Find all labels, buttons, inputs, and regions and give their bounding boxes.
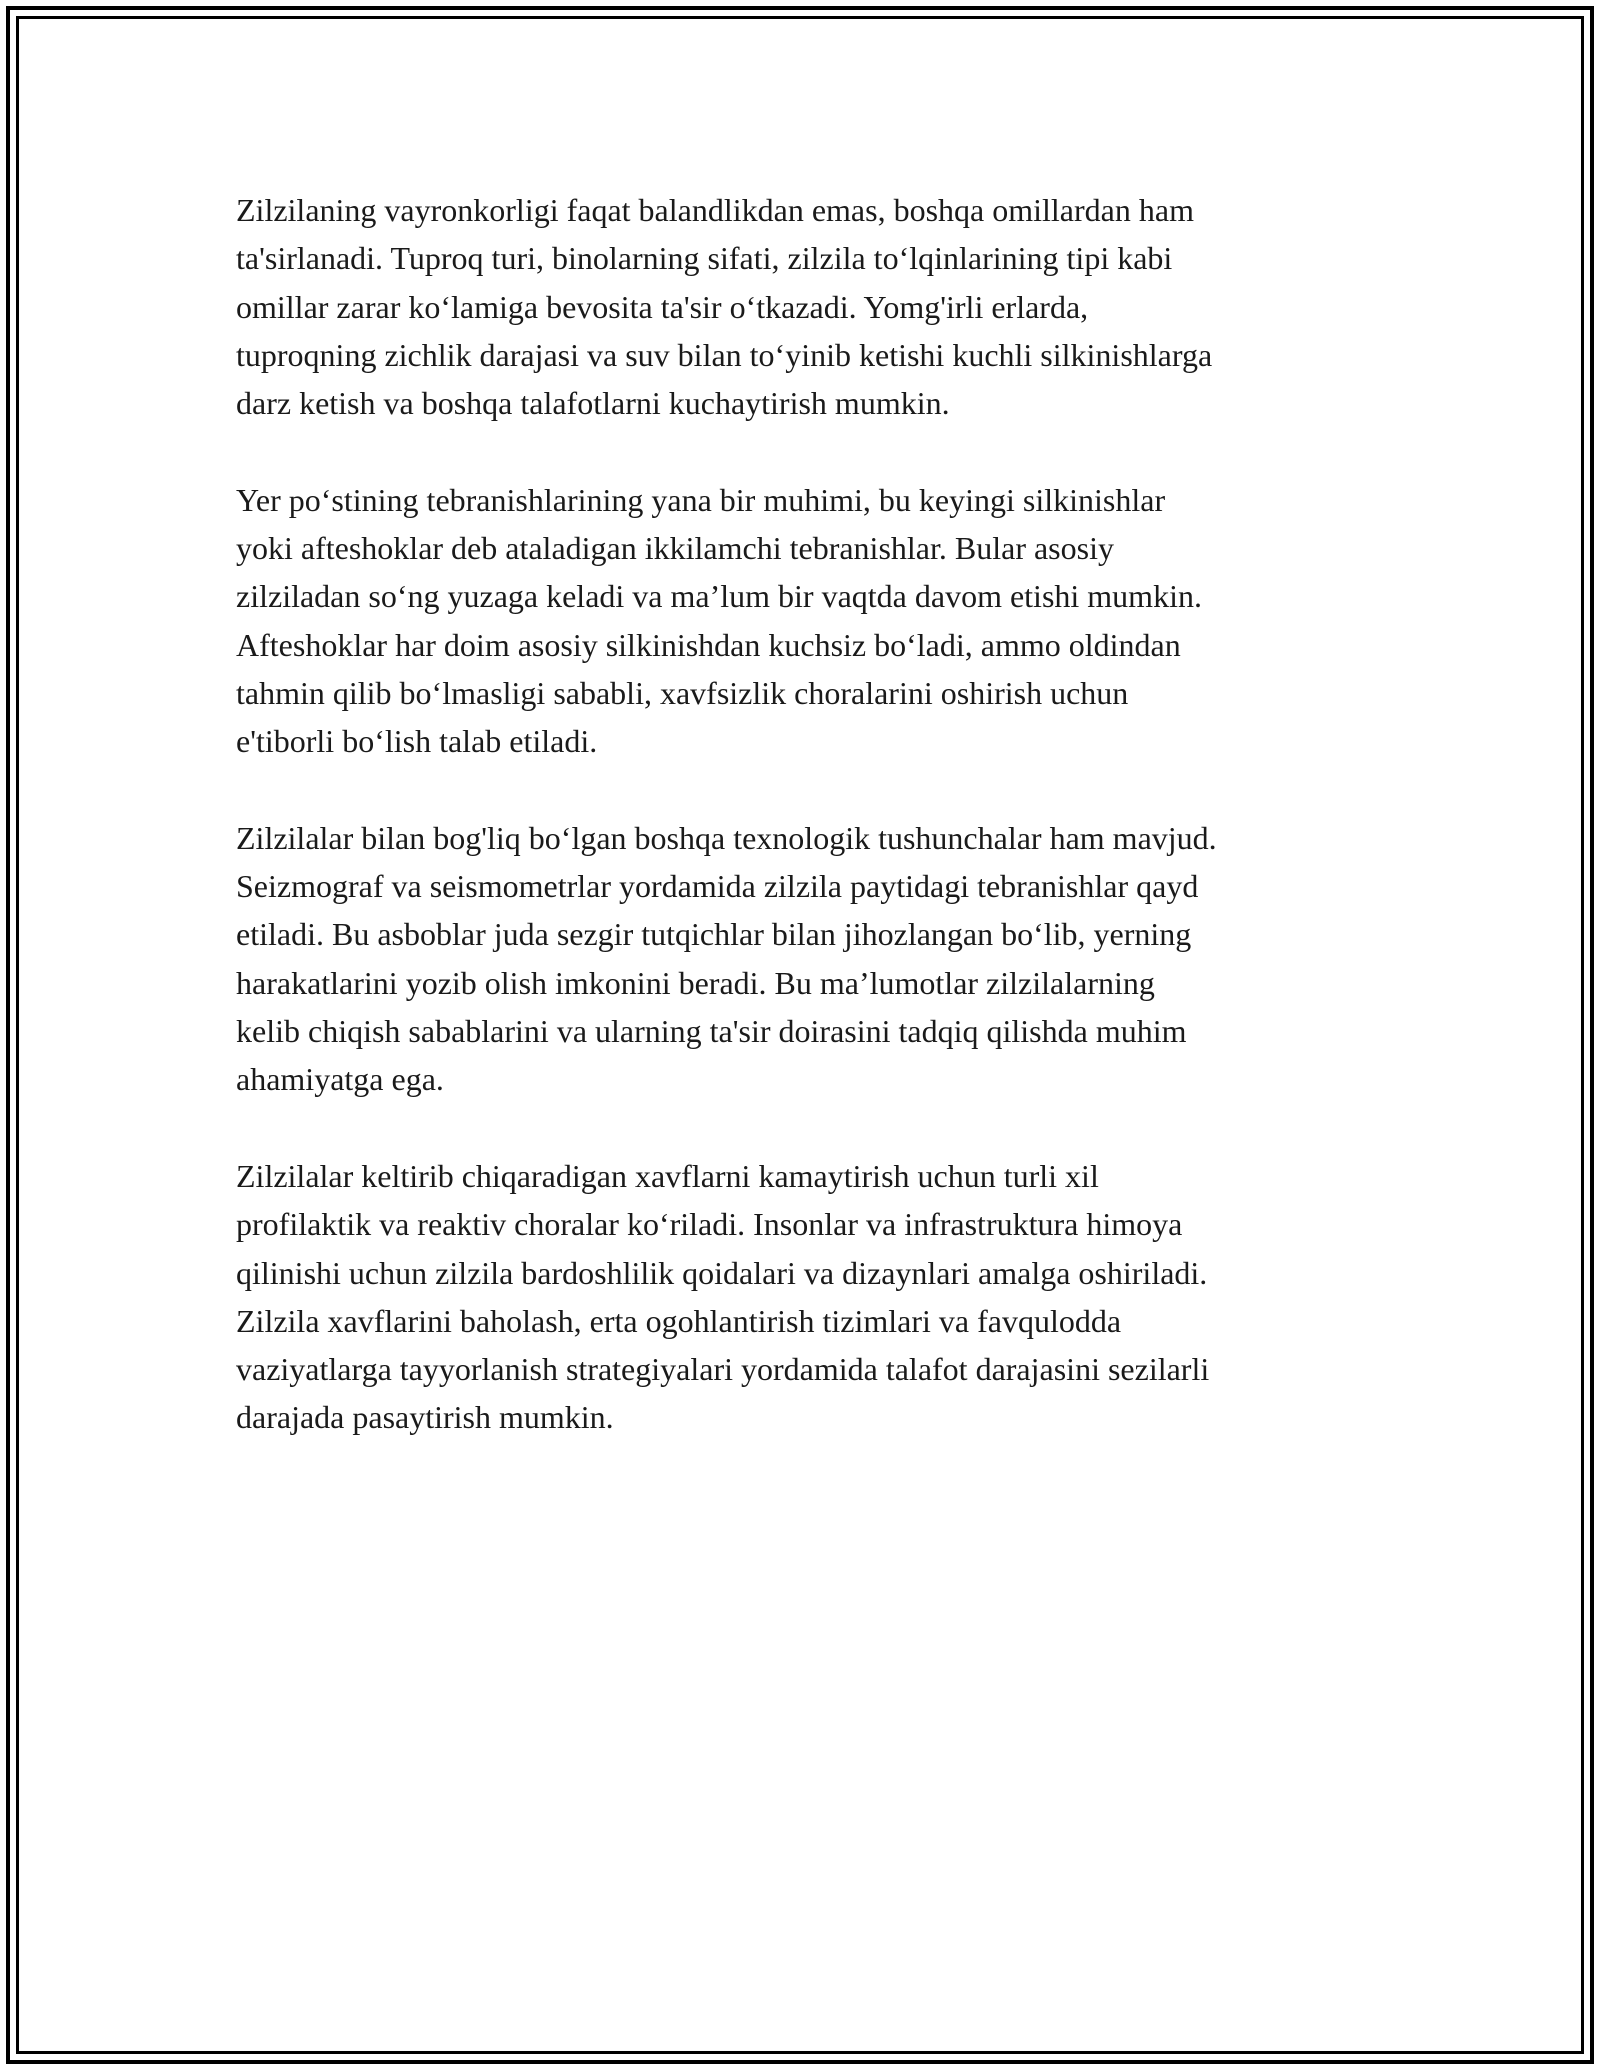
text-line: qilinishi uchun zilzila bardoshlilik qoidalari va dizaynlari amalga oshiriladi. <box>236 1254 1208 1291</box>
paragraph-3 <box>236 814 1376 1104</box>
text-line: kelib chiqish sabablarini va ularning ta'sir doirasini tadqiq qilishda muhim <box>236 1013 1187 1050</box>
paragraph-1 <box>236 186 1376 427</box>
text-line: Zilzilaning vayronkorligi faqat balandlikdan emas, boshqa omillardan ham <box>236 192 1194 228</box>
text-line: zilziladan so‘ng yuzaga keladi va ma’lum bir vaqtda davom etishi mumkin. <box>236 578 1202 615</box>
paragraph-2 <box>236 476 1376 766</box>
text-line: Seizmograf va seismometrlar yordamida zilzila paytidagi tebranishlar qayd <box>236 868 1199 905</box>
document-body <box>236 186 1376 1490</box>
text-line: Yer po‘stining tebranishlarining yana bir muhimi, bu keyingi silkinishlar <box>236 481 1166 518</box>
text-line: profilaktik va reaktiv choralar ko‘riladi. Insonlar va infrastruktura himoya <box>236 1206 1183 1243</box>
text-line: vaziyatlarga tayyorlanish strategiyalari yordamida talafot darajasini sezilarli <box>236 1351 1210 1388</box>
text-line: Zilzila xavflarini baholash, erta ogohlantirish tizimlari va favqulodda <box>236 1302 1122 1339</box>
text-line: darajada pasaytirish mumkin. <box>236 1399 614 1436</box>
text-line: darz ketish va boshqa talafotlarni kuchaytirish mumkin. <box>236 385 950 422</box>
text-line: Zilzilalar keltirib chiqaradigan xavflarni kamaytirish uchun turli xil <box>236 1157 1099 1194</box>
text-line: harakatlarini yozib olish imkonini beradi. Bu ma’lumotlar zilzilalarning <box>236 964 1155 1001</box>
text-line: Afteshoklar har doim asosiy silkinishdan kuchsiz bo‘ladi, ammo oldindan <box>236 626 1181 663</box>
text-line: ahamiyatga ega. <box>236 1061 444 1098</box>
paragraph-4 <box>236 1152 1376 1442</box>
text-line: yoki afteshoklar deb ataladigan ikkilamchi tebranishlar. Bular asosiy <box>236 530 1114 567</box>
text-line: tahmin qilib bo‘lmasligi sababli, xavfsizlik choralarini oshirish uchun <box>236 674 1129 711</box>
text-line: ta'sirlanadi. Tuproq turi, binolarning sifati, zilzila to‘lqinlarining tipi kabi <box>236 240 1173 277</box>
text-line: tuproqning zichlik darajasi va suv bilan to‘yinib ketishi kuchli silkinishlarga <box>236 336 1213 373</box>
text-line: Zilzilalar bilan bog'liq bo‘lgan boshqa texnologik tushunchalar ham mavjud. <box>236 819 1217 856</box>
text-line: e'tiborli bo‘lish talab etiladi. <box>236 723 598 760</box>
text-line: etiladi. Bu asboblar juda sezgir tutqichlar bilan jihozlangan bo‘lib, yerning <box>236 916 1192 953</box>
text-line: omillar zarar ko‘lamiga bevosita ta'sir o‘tkazadi. Yomg'irli erlarda, <box>236 288 1089 325</box>
